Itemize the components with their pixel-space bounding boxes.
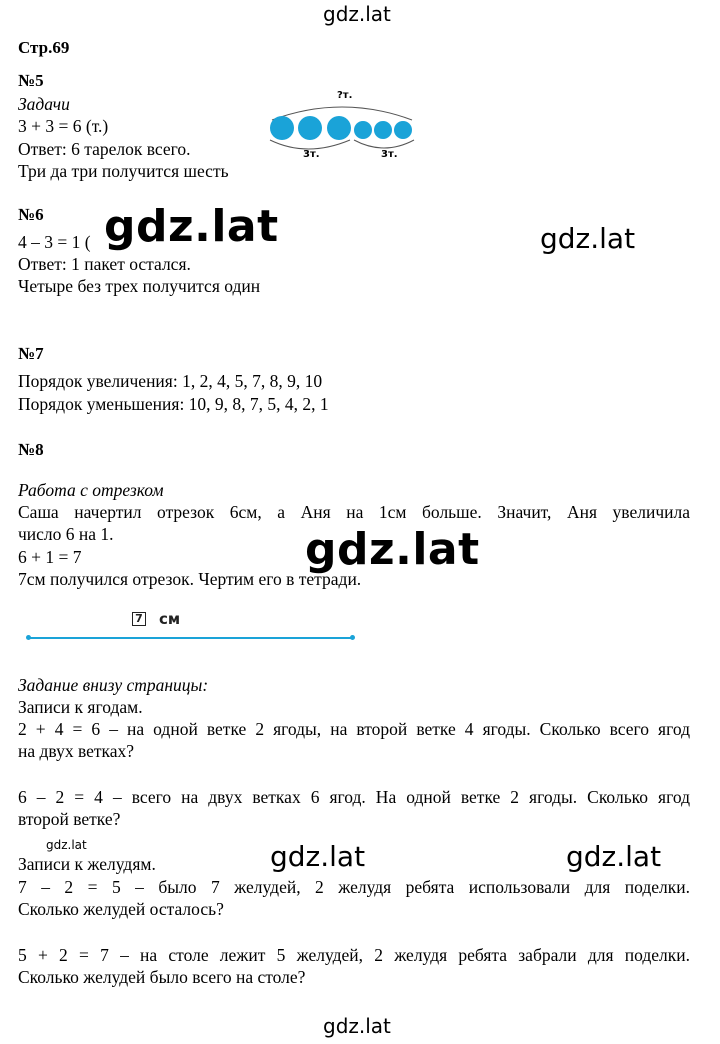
berries-title: Записи к ягодам. [18,697,143,717]
berries-1-line1: 2 + 4 = 6 – на одной ветке 2 ягоды, на второй ветке 4 ягоды. Сколько всего ягод [18,719,690,739]
task-8-equation: 6 + 1 = 7 [18,547,82,567]
plate-small-2 [374,121,392,139]
diagram-right-label: 3т. [381,149,398,160]
task-5-phrase: Три да три получится шесть [18,161,229,181]
plate-small-3 [394,121,412,139]
plate-big-2 [298,116,322,140]
watermark-big-left: gdz.lat [104,201,279,252]
task-5-answer: Ответ: 6 тарелок всего. [18,139,191,159]
plate-big-3 [327,116,351,140]
watermark-top: gdz.lat [323,2,391,26]
watermark-right: gdz.lat [540,222,636,255]
task-7-decreasing: Порядок уменьшения: 10, 9, 8, 7, 5, 4, 2, 1 [18,394,329,414]
page-title: Стр.69 [18,38,70,57]
segment-end-point [350,635,355,640]
task-7-heading: №7 [18,344,44,363]
watermark-mid-right: gdz.lat [566,840,662,873]
task-7-increasing: Порядок увеличения: 1, 2, 4, 5, 7, 8, 9, 10 [18,371,323,391]
bottom-task-subtitle: Задание внизу страницы: [18,675,209,695]
acorns-1-line1: 7 – 2 = 5 – было 7 желудей, 2 желудя ребята использовали для поделки. [18,877,690,897]
watermark-mid-left: gdz.lat [270,840,366,873]
task-6-answer: Ответ: 1 пакет остался. [18,254,191,274]
segment-length-box: 7 [132,612,146,626]
task-8-line2: число 6 на 1. [18,524,114,544]
task-5-equation: 3 + 3 = 6 (т.) [18,116,109,136]
berries-1-line2: на двух ветках? [18,741,135,761]
task-5-heading: №5 [18,71,44,90]
task-6-phrase: Четыре без трех получится один [18,276,261,296]
acorns-title: Записи к желудям. [18,854,156,874]
segment-unit: см [159,610,181,628]
plate-small-1 [354,121,372,139]
acorns-2-line2: Сколько желудей было всего на столе? [18,967,306,987]
diagram-top-label: ?т. [337,90,353,101]
right-brace [354,140,414,148]
left-brace [270,140,350,149]
task-8-line1: Саша начертил отрезок 6см, а Аня на 1см больше. Значит, Аня увеличила [18,502,690,522]
segment-start-point [26,635,31,640]
task-8-heading: №8 [18,440,44,459]
task-8-subtitle: Работа с отрезком [18,480,164,500]
task-5-subtitle: Задачи [18,94,70,114]
acorns-1-line2: Сколько желудей осталось? [18,899,224,919]
diagram-left-label: 3т. [303,149,320,160]
acorns-2-line1: 5 + 2 = 7 – на столе лежит 5 желудей, 2 желудя ребята забрали для поделки. [18,945,690,965]
berries-2-line1: 6 – 2 = 4 – всего на двух ветках 6 ягод. На одной ветке 2 ягоды. Сколько ягод [18,787,690,807]
watermark-tiny: gdz.lat [46,838,87,852]
berries-2-line2: второй ветке? [18,809,121,829]
task-6-heading: №6 [18,205,44,224]
watermark-bottom: gdz.lat [323,1014,391,1038]
segment-line [28,637,354,639]
task-8-line4: 7см получился отрезок. Чертим его в тетради. [18,569,362,589]
watermark-center: gdz.lat [305,524,480,575]
task-6-equation: 4 – 3 = 1 ( [18,232,91,252]
plate-big-1 [270,116,294,140]
